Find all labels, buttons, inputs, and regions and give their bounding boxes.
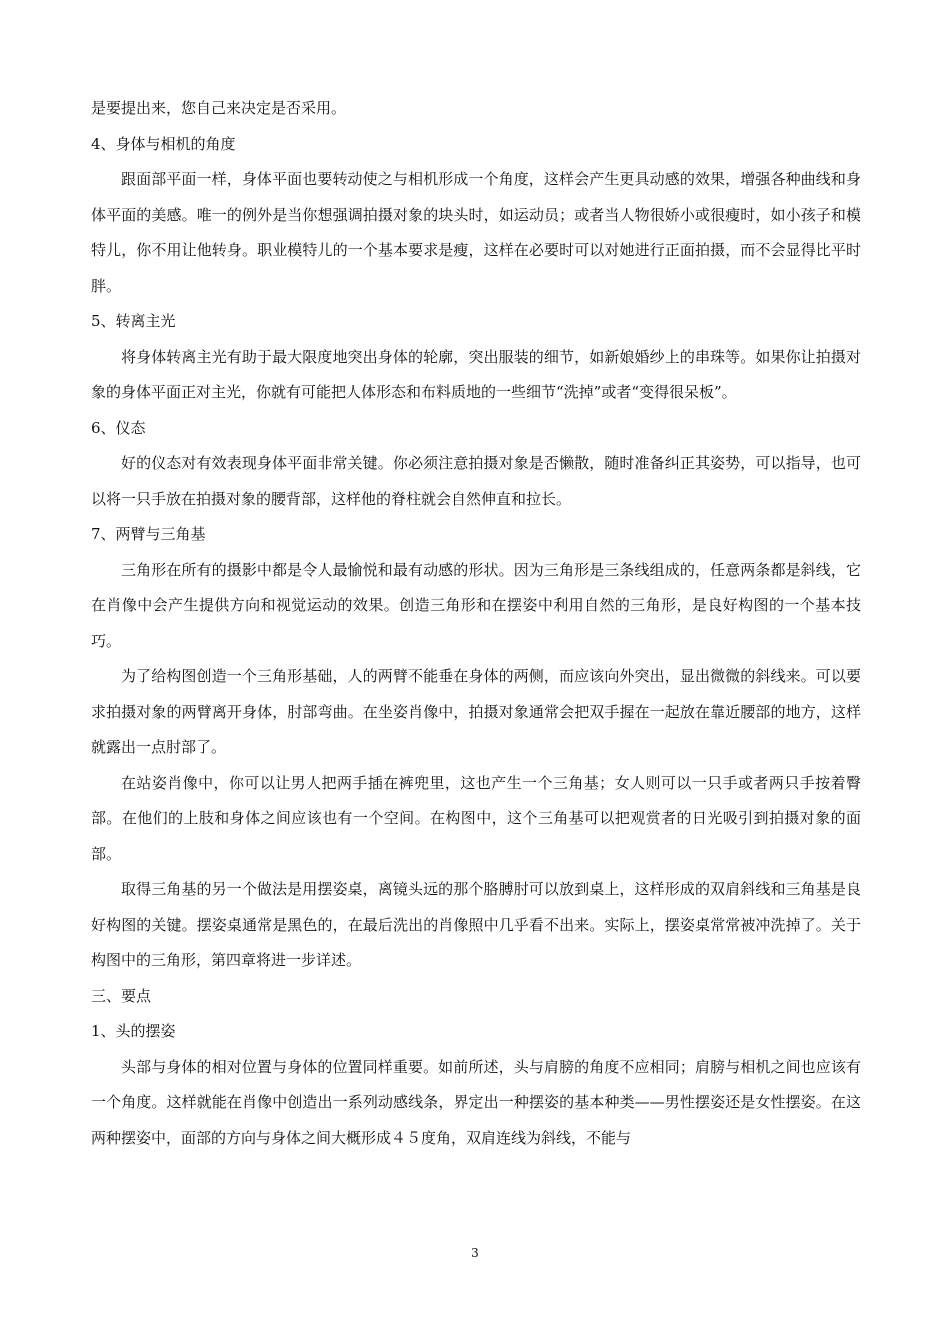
section-heading-turn-from-main-light: 5、转离主光 xyxy=(91,312,176,330)
paragraph: 将身体转离主光有助于最大限度地突出身体的轮廓，突出服装的细节，如新娘婚纱上的串珠等。如果你让拍摄对象的身体平面正对主光，你就有可能把人体形态和布料质地的一些细节“洗掉”或者“变得很呆板”。 xyxy=(91,347,861,401)
paragraph: 三角形在所有的摄影中都是令人最愉悦和最有动感的形状。因为三角形是三条线组成的，任意两条都是斜线，它在肖像中会产生提供方向和视觉运动的效果。创造三角形和在摆姿中利用自然的三角形，是良好构图的一个基本技巧。 xyxy=(91,560,861,650)
paragraph: 跟面部平面一样，身体平面也要转动使之与相机形成一个角度，这样会产生更具动感的效果，增强各种曲线和身体平面的美感。唯一的例外是当你想强调拍摄对象的块头时，如运动员；或者当人物很娇小或很瘦时，如小孩子和模特儿，你不用让他转身。职业模特儿的一个基本要求是瘦，这样在必要时可以对她进行正面拍摄，而不会显得比平时胖。 xyxy=(91,170,861,295)
section-heading-posture: 6、仪态 xyxy=(91,418,146,437)
section-heading-body-camera-angle: 4、身体与相机的角度 xyxy=(91,134,236,153)
paragraph: 在站姿肖像中，你可以让男人把两手插在裤兜里，这也产生一个三角基；女人则可以一只手或者两只手按着臀部。在他们的上肢和身体之间应该也有一个空间。在构图中，这个三角基可以把观赏者的日光吸引到拍摄对象的面部。 xyxy=(91,773,861,863)
paragraph: 好的仪态对有效表现身体平面非常关键。你必须注意拍摄对象是否懒散，随时准备纠正其姿势，可以指导，也可以将一只手放在拍摄对象的腰背部，这样他的脊柱就会自然伸直和拉长。 xyxy=(91,454,861,508)
paragraph: 头部与身体的相对位置与身体的位置同样重要。如前所述，头与肩膀的角度不应相同；肩膀与相机之间也应该有一个角度。这样就能在肖像中创造出一系列动感线条，界定出一种摆姿的基本种类——男性摆姿还是女性摆姿。在这两种摆姿中，面部的方向与身体之间大概形成４５度角，双肩连线为斜线，不能与 xyxy=(91,1057,861,1147)
paragraph: 取得三角基的另一个做法是用摆姿桌，离镜头远的那个胳膊肘可以放到桌上，这样形成的双肩斜线和三角基是良好构图的关键。摆姿桌通常是黑色的，在最后洗出的肖像照中几乎看不出来。实际上，摆姿桌常常被冲洗掉了。关于构图中的三角形，第四章将进一步详述。 xyxy=(91,880,861,969)
section-heading-key-points: 三、要点 xyxy=(91,986,152,1005)
paragraph: 为了给构图创造一个三角形基础，人的两臂不能垂在身体的两侧，而应该向外突出，显出微微的斜线来。可以要求拍摄对象的两臂离开身体，肘部弯曲。在坐姿肖像中，拍摄对象通常会把双手握在一起放在靠近腰部的地方，这样就露出一点肘部了。 xyxy=(91,667,861,756)
continuation-paragraph: 是要提出来，您自己来决定是否采用。 xyxy=(91,99,347,117)
section-heading-head-pose: 1、头的摆姿 xyxy=(91,1022,176,1040)
page-content xyxy=(91,91,861,1156)
page-number: 3 xyxy=(471,1246,479,1260)
section-heading-arms-triangle: 7、两臂与三角基 xyxy=(91,525,206,543)
